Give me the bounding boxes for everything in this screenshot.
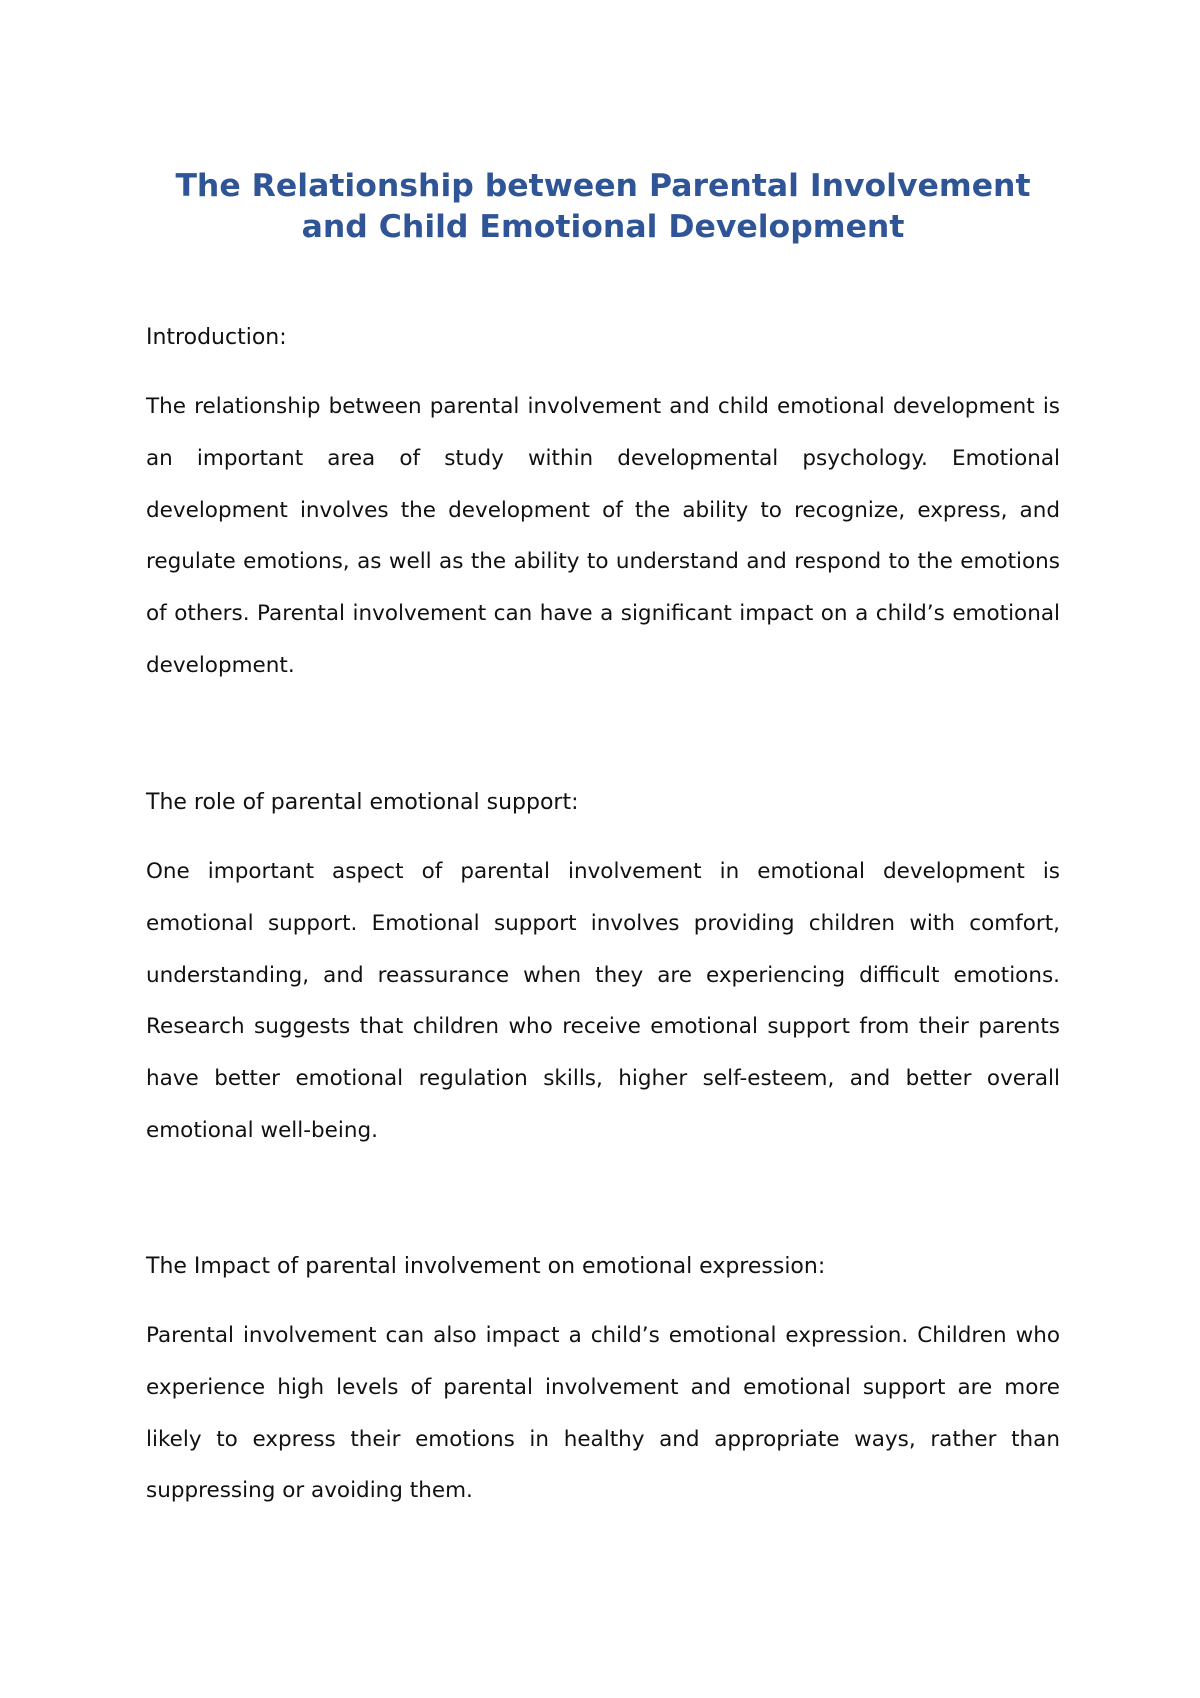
title-line-1: The Relationship between Parental Involvement [175,168,1031,204]
section-body-emotional-expression: Parental involvement can also impact a child’s emotional expression. Children who experience high levels of parental involvement and emotional support are more likely to express their emotions in healthy and appropriate ways, rather than suppressing or avoiding them. [146,1323,1060,1504]
section-heading-emotional-expression: The Impact of parental involvement on emotional expression: [146,1254,826,1279]
title-line-2: and Child Emotional Development [301,209,905,245]
section-heading-introduction: Introduction: [146,325,287,350]
section-heading-emotional-support: The role of parental emotional support: [146,790,579,815]
document-title [146,166,1060,248]
section-body-introduction: The relationship between parental involvement and child emotional development is an important area of study within developmental psychology. Emotional development involves the development of the ability to recognize, express, and regulate emotions, as well as the ability to understand and respond to the emotions of others. Parental involvement can have a significant impact on a child’s emotional development. [146,394,1060,678]
section-body-emotional-support: One important aspect of parental involvement in emotional development is emotional support. Emotional support involves providing children with comfort, understanding, and reassurance when they are experiencing difficult emotions. Research suggests that children who receive emotional support from their parents have better emotional regulation skills, higher self-esteem, and better overall emotional well-being. [146,859,1060,1143]
document-page [146,0,1060,1698]
